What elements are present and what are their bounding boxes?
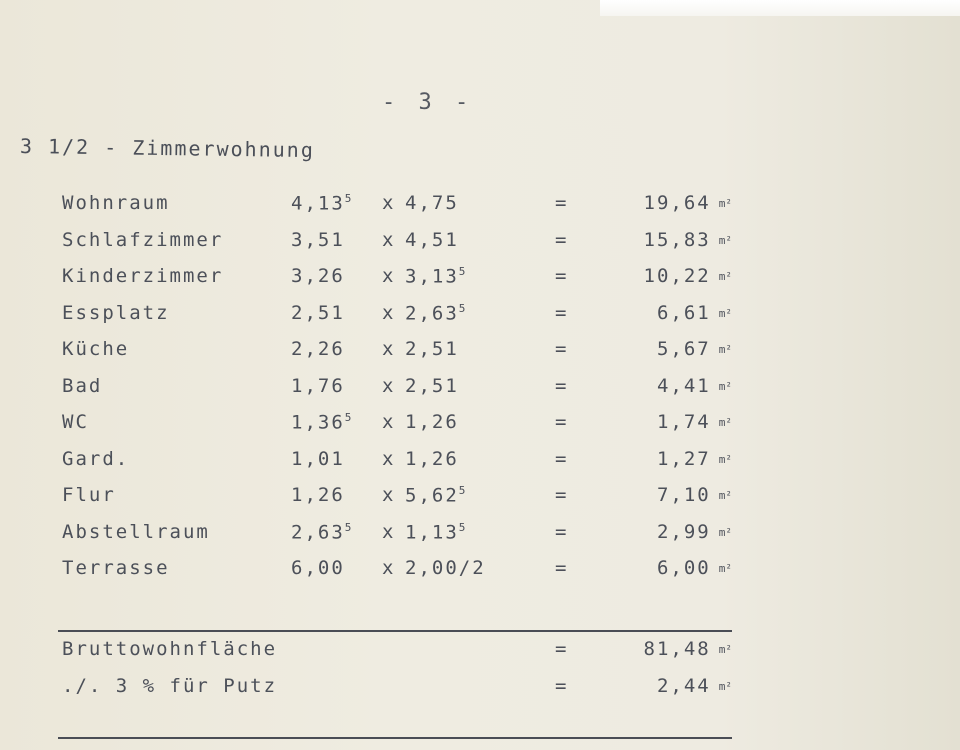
room-name: Flur <box>62 484 116 506</box>
area-number: 5,67 <box>656 338 711 360</box>
width-number: 2,26 <box>291 338 345 360</box>
room-name: Abstellraum <box>62 520 210 543</box>
area-value <box>657 484 732 506</box>
area-number: 2,99 <box>656 520 711 543</box>
room-name: Küche <box>62 338 130 360</box>
length-half-cm: 5 <box>458 301 466 315</box>
length-number: 1,26 <box>405 447 459 470</box>
width-value <box>291 521 351 543</box>
background-corner <box>600 0 960 16</box>
area-number: 15,83 <box>643 228 711 251</box>
equals-sign: = <box>555 520 569 543</box>
area-unit: m² <box>718 197 732 210</box>
area-value <box>644 192 732 214</box>
area-unit: m² <box>718 306 732 320</box>
length-value <box>405 338 459 360</box>
total-label: ./. 3 % für Putz <box>62 674 278 697</box>
width-number: 1,01 <box>291 447 345 470</box>
room-row <box>62 375 742 412</box>
area-unit: m² <box>718 233 732 247</box>
room-name: Gard. <box>62 447 130 470</box>
area-value <box>657 302 732 324</box>
equals-sign: = <box>555 265 569 287</box>
length-half-cm: 5 <box>458 520 466 534</box>
room-name: WC <box>62 411 89 433</box>
area-unit: m² <box>718 270 732 283</box>
area-number: 19,64 <box>643 192 711 214</box>
multiply-sign: x <box>382 192 396 214</box>
area-value <box>644 229 732 251</box>
room-row <box>62 302 742 339</box>
width-value <box>291 484 345 506</box>
multiply-sign: x <box>382 374 396 397</box>
room-area-table <box>62 192 742 594</box>
area-number: 6,61 <box>656 301 711 324</box>
length-value <box>405 557 486 579</box>
length-number: 5,62 <box>405 484 459 507</box>
room-name: Wohnraum <box>62 192 170 214</box>
width-value <box>291 302 345 324</box>
length-value <box>405 375 459 397</box>
area-unit: m² <box>718 679 732 693</box>
multiply-sign: x <box>382 228 396 251</box>
length-value <box>405 192 459 214</box>
room-name: Essplatz <box>62 301 170 324</box>
width-half-cm: 5 <box>344 520 352 534</box>
area-value <box>644 265 732 287</box>
area-value <box>657 557 732 579</box>
area-number: 10,22 <box>643 265 711 287</box>
area-unit: m² <box>718 643 732 656</box>
equals-sign: = <box>555 338 569 360</box>
area-value <box>657 338 732 360</box>
multiply-sign: x <box>382 265 396 287</box>
area-unit: m² <box>718 416 732 429</box>
length-number: 1,13 <box>405 520 459 543</box>
room-name: Bad <box>62 374 103 397</box>
equals-sign: = <box>555 484 569 506</box>
width-number: 1,26 <box>291 484 345 506</box>
length-number: 3,13 <box>405 265 459 288</box>
length-half-cm: 5 <box>458 484 466 497</box>
length-number: 2,51 <box>405 374 459 397</box>
width-number: 4,13 <box>291 192 345 215</box>
room-row <box>62 448 742 485</box>
width-half-cm: 5 <box>344 192 352 205</box>
width-number: 6,00 <box>291 557 345 579</box>
multiply-sign: x <box>382 338 396 360</box>
totals-table <box>62 638 742 711</box>
room-name: Schlafzimmer <box>62 228 224 251</box>
area-number: 1,74 <box>656 411 711 433</box>
room-row <box>62 229 742 266</box>
length-value <box>405 229 459 251</box>
room-row <box>62 484 742 521</box>
area-value <box>657 521 732 543</box>
width-value <box>291 192 351 214</box>
area-unit: m² <box>718 489 732 502</box>
room-name: Kinderzimmer <box>62 265 224 287</box>
width-value <box>291 338 345 360</box>
area-unit: m² <box>718 452 732 466</box>
equals-sign: = <box>555 301 569 324</box>
length-number: 4,51 <box>405 228 459 251</box>
length-number: 2,00/2 <box>405 557 486 579</box>
total-row <box>62 638 742 675</box>
width-half-cm: 5 <box>344 411 352 424</box>
equals-sign: = <box>555 557 569 579</box>
width-value <box>291 229 345 251</box>
total-label: Bruttowohnfläche <box>62 638 278 660</box>
area-value <box>657 375 732 397</box>
area-unit: m² <box>718 379 732 393</box>
area-number: 7,10 <box>656 484 711 506</box>
equals-sign: = <box>555 638 569 660</box>
width-number: 1,76 <box>291 374 345 397</box>
total-row <box>62 675 742 712</box>
width-number: 3,26 <box>291 265 345 287</box>
total-value <box>657 675 732 697</box>
area-unit: m² <box>718 525 732 539</box>
multiply-sign: x <box>382 301 396 324</box>
length-value <box>405 484 465 506</box>
bottom-divider-line <box>58 737 732 739</box>
page-number: - 3 - <box>382 90 474 115</box>
area-unit: m² <box>718 343 732 356</box>
width-value <box>291 265 345 287</box>
length-number: 2,51 <box>405 338 459 360</box>
width-value <box>291 448 345 470</box>
width-number: 1,36 <box>291 411 345 434</box>
room-row <box>62 192 742 229</box>
room-row <box>62 557 742 594</box>
width-number: 2,51 <box>291 301 345 324</box>
section-title: 3 1/2 - Zimmerwohnung <box>19 134 316 163</box>
equals-sign: = <box>555 228 569 251</box>
area-value <box>657 411 732 433</box>
multiply-sign: x <box>382 411 396 433</box>
area-number: 1,27 <box>656 447 711 470</box>
equals-sign: = <box>555 674 569 697</box>
room-row <box>62 521 742 558</box>
area-number: 6,00 <box>656 557 711 579</box>
equals-sign: = <box>555 192 569 214</box>
length-value <box>405 521 465 543</box>
length-value <box>405 448 459 470</box>
room-row <box>62 338 742 375</box>
length-half-cm: 5 <box>458 265 466 278</box>
sum-divider-line <box>58 630 732 632</box>
length-value <box>405 302 465 324</box>
length-number: 4,75 <box>405 192 459 214</box>
length-value <box>405 265 465 287</box>
area-value <box>657 448 732 470</box>
room-name: Terrasse <box>62 557 170 579</box>
length-value <box>405 411 459 433</box>
room-row <box>62 411 742 448</box>
width-number: 3,51 <box>291 228 345 251</box>
width-number: 2,63 <box>291 520 345 543</box>
multiply-sign: x <box>382 484 396 506</box>
total-number: 2,44 <box>656 674 711 697</box>
area-number: 4,41 <box>656 374 711 397</box>
equals-sign: = <box>555 374 569 397</box>
width-value <box>291 375 345 397</box>
area-unit: m² <box>718 562 732 575</box>
length-number: 1,26 <box>405 411 459 433</box>
multiply-sign: x <box>382 557 396 579</box>
multiply-sign: x <box>382 520 396 543</box>
room-row <box>62 265 742 302</box>
equals-sign: = <box>555 447 569 470</box>
equals-sign: = <box>555 411 569 433</box>
length-number: 2,63 <box>405 301 459 324</box>
multiply-sign: x <box>382 447 396 470</box>
total-number: 81,48 <box>643 638 711 660</box>
width-value <box>291 557 345 579</box>
width-value <box>291 411 351 433</box>
total-value <box>644 638 732 660</box>
